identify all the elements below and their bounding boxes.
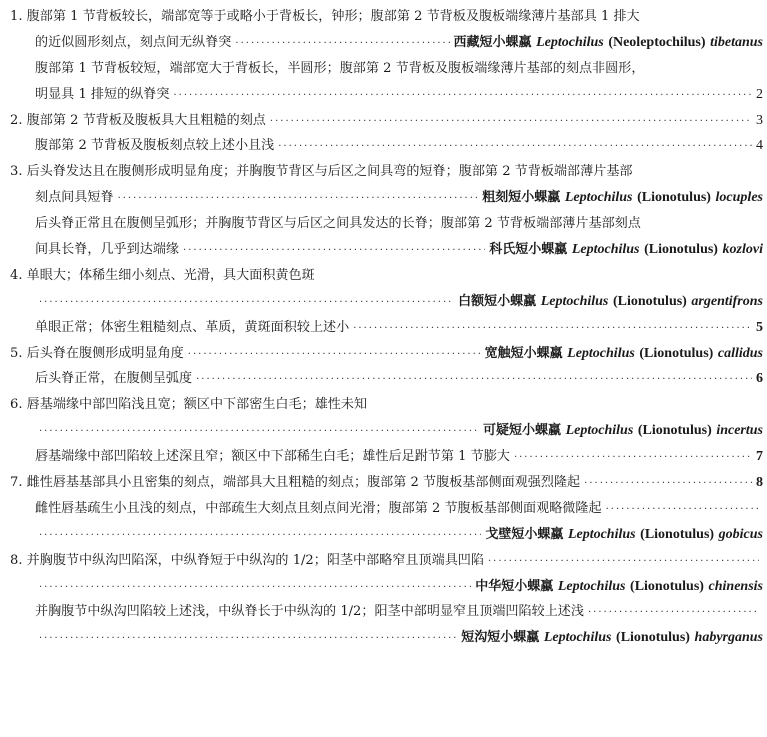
couplet-reference: 2 (756, 86, 763, 102)
key-line (10, 522, 763, 548)
key-line (10, 185, 763, 211)
species-sp: tibetanus (710, 34, 763, 50)
species-gen: Leptochilus (565, 423, 634, 439)
species-sp: callidus (717, 345, 763, 361)
species-cn: 宽触短小蜾蠃 (484, 345, 563, 361)
species-sub: (Lionotulus) (612, 293, 687, 309)
species-sub: (Lionotulus) (630, 578, 704, 594)
leader-dots (39, 575, 471, 601)
species-sub: (Lionotulus) (637, 190, 711, 206)
key-line (10, 470, 763, 496)
species-cn: 白额短小蜾蠃 (458, 293, 537, 309)
species-name (489, 237, 763, 263)
key-line (10, 30, 763, 56)
species-name (485, 341, 763, 367)
key-line-text: 腹部第 1 节背板较短，端部宽大于背板长，半圆形；腹部第 2 节背板及腹板端缘薄片基部的刻点非圆形， (35, 60, 645, 76)
key-line-text: 刻点间具短脊 (35, 190, 114, 206)
couplet-reference: 6 (756, 371, 763, 387)
species-sp: gobicus (718, 526, 763, 542)
key-line (10, 56, 763, 82)
key-line (10, 237, 763, 263)
species-gen: Leptochilus (567, 345, 635, 361)
leader-dots (118, 186, 479, 212)
species-sp: habyrganus (694, 630, 763, 646)
species-sub: (Lionotulus) (640, 526, 715, 542)
leader-dots (514, 445, 752, 471)
key-line-text: 后头脊正常，在腹侧呈弧度 (35, 371, 193, 387)
species-sp: locuples (715, 190, 763, 206)
key-line (10, 159, 763, 185)
leader-dots (278, 134, 752, 160)
species-name (482, 185, 763, 211)
key-line-text: 4. 单眼大；体稀生细小刻点、光滑，具大面积黄色斑 (10, 267, 315, 283)
species-sub: (Lionotulus) (644, 242, 718, 258)
couplet-reference: 3 (756, 112, 763, 128)
key-line-text: 明显具 1 排短的纵脊突 (35, 86, 170, 102)
species-sub: (Lionotulus) (639, 345, 714, 361)
species-sub: (Lionotulus) (637, 423, 712, 439)
leader-dots (488, 549, 759, 575)
species-name (454, 30, 764, 56)
key-line-text: 后头脊正常且在腹侧呈弧形；并胸腹节背区与后区之间具发达的长脊；腹部第 2 节背板端部薄片基部刻点 (35, 216, 641, 232)
key-line (10, 211, 763, 237)
key-line (10, 496, 763, 522)
key-line-text: 6. 唇基端缘中部凹陷浅且宽；额区中下部密生白毛；雄性未知 (10, 397, 368, 413)
couplet-reference: 4 (756, 138, 763, 154)
key-line-text: 雌性唇基疏生小且浅的刻点，中部疏生大刻点且刻点间光滑；腹部第 2 节腹板基部侧面观略微隆起 (35, 500, 602, 516)
species-gen: Leptochilus (536, 34, 604, 50)
species-gen: Leptochilus (571, 242, 640, 258)
key-line-text: 5. 后头脊在腹侧形成明显角度 (10, 345, 184, 361)
couplet-reference: 5 (756, 319, 763, 335)
leader-dots (588, 600, 759, 626)
species-sp: incertus (716, 423, 763, 439)
species-sub: (Lionotulus) (616, 630, 690, 646)
key-line (10, 548, 763, 574)
species-name (458, 289, 763, 315)
couplet-reference: 7 (756, 449, 763, 465)
leader-dots (188, 342, 481, 368)
leader-dots (183, 238, 485, 264)
species-name (485, 522, 763, 548)
key-line (10, 341, 763, 367)
key-line-text: 1. 腹部第 1 节背板较长，端部宽等于或略小于背板长，钟形；腹部第 2 节背板及腹板端缘薄片基部具 1 排大 (10, 9, 640, 24)
key-line-text: 间具长脊，几乎到达端缘 (35, 242, 180, 258)
species-cn: 中华短小蜾蠃 (475, 578, 554, 594)
couplet-reference: 8 (756, 475, 763, 491)
species-sp: argentifrons (691, 293, 763, 309)
species-cn: 粗刻短小蜾蠃 (482, 190, 561, 206)
species-gen: Leptochilus (543, 630, 612, 646)
key-line (10, 574, 763, 600)
species-gen: Leptochilus (567, 526, 636, 542)
species-sp: kozlovi (722, 242, 763, 258)
species-name (461, 625, 763, 651)
species-name (475, 574, 763, 600)
species-gen: Leptochilus (540, 293, 609, 309)
key-line-text: 腹部第 2 节背板及腹板刻点较上述小且浅 (35, 138, 275, 154)
leader-dots (196, 367, 752, 393)
species-cn: 可疑短小蜾蠃 (483, 423, 562, 439)
leader-dots (174, 83, 753, 109)
key-line (10, 625, 763, 651)
species-cn: 科氏短小蜾蠃 (489, 242, 568, 258)
key-line (10, 599, 763, 625)
key-line-text: 8. 并胸腹节中纵沟凹陷深，中纵脊短于中纵沟的 1/2；阳茎中部略窄且顶端具凹陷 (10, 552, 484, 568)
species-gen: Leptochilus (557, 578, 626, 594)
species-sp: chinensis (708, 578, 763, 594)
species-cn: 短沟短小蜾蠃 (461, 630, 540, 646)
leader-dots (606, 497, 759, 523)
key-line-text: 3. 后头脊发达且在腹侧形成明显角度；并胸腹节背区与后区之间具弯的短脊；腹部第 2 节背板端部薄片基部 (10, 164, 633, 180)
leader-dots (39, 419, 479, 445)
species-cn: 西藏短小蜾蠃 (453, 34, 532, 50)
key-line-text: 2. 腹部第 2 节背板及腹板具大且粗糙的刻点 (10, 112, 266, 128)
key-line (10, 289, 763, 315)
species-cn: 戈壁短小蜾蠃 (485, 526, 564, 542)
key-line (10, 108, 763, 134)
leader-dots (270, 109, 752, 135)
key-line (10, 315, 763, 341)
key-line-text: 7. 雌性唇基基部具小且密集的刻点，端部具大且粗糙的刻点；腹部第 2 节腹板基部侧面观强烈隆起 (10, 475, 581, 491)
species-gen: Leptochilus (564, 190, 633, 206)
key-line (10, 4, 763, 30)
key-line (10, 418, 763, 444)
species-name (483, 418, 763, 444)
leader-dots (39, 626, 457, 652)
species-sub: (Neoleptochilus) (608, 34, 706, 50)
key-line-text: 唇基端缘中部凹陷较上述深且窄；额区中下部稀生白毛；雄性后足跗节第 1 节膨大 (35, 449, 510, 465)
leader-dots (39, 290, 454, 316)
key-line (10, 444, 763, 470)
leader-dots (235, 31, 449, 57)
key-line (10, 392, 763, 418)
key-line-text: 单眼正常；体密生粗糙刻点、革质，黄斑面积较上述小 (35, 319, 350, 335)
key-line (10, 133, 763, 159)
leader-dots (584, 471, 752, 497)
key-line-text: 并胸腹节中纵沟凹陷较上述浅，中纵脊长于中纵沟的 1/2；阳茎中部明显窄且顶端凹陷较上述浅 (35, 604, 584, 620)
key-line (10, 366, 763, 392)
leader-dots (353, 316, 752, 342)
key-line-text: 的近似圆形刻点，刻点间无纵脊突 (35, 34, 232, 50)
key-line (10, 82, 763, 108)
leader-dots (39, 523, 481, 549)
key-line (10, 263, 763, 289)
